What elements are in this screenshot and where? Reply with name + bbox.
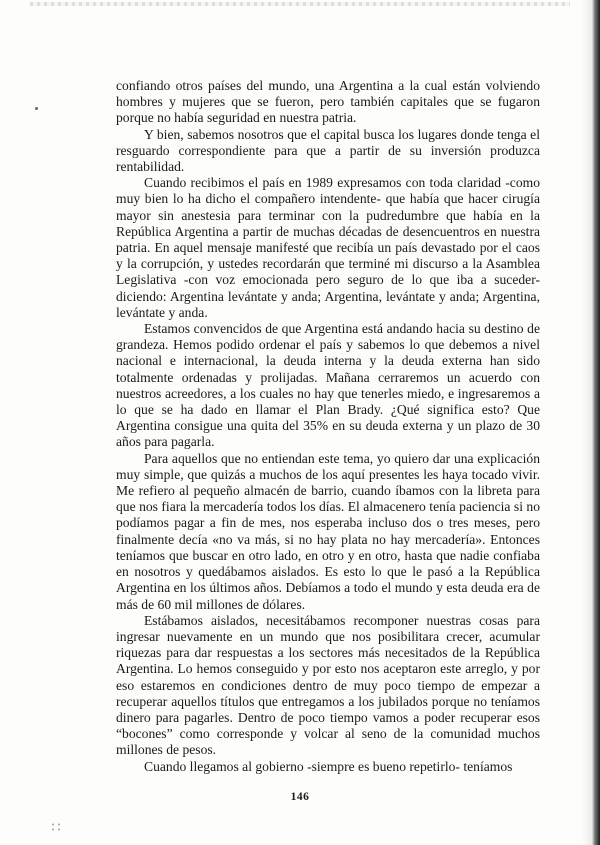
scan-binding-shadow	[582, 0, 592, 845]
paragraph: Y bien, sabemos nosotros que el capital busca los lugares donde tenga el resguardo correspondiente para que a partir de su inversión produzca rentabilidad.	[116, 126, 540, 175]
scan-right-edge	[592, 0, 600, 845]
paragraph: Para aquellos que no entiendan este tema, yo quiero dar una explicación muy simple, que quizás a muchos de los aquí presentes les haya tocado vivir. Me refiero al pequeño almacén de barrio, cuando íbamos con la libreta para que nos fiara la mercadería todos los días. El almacenero tenía paciencia si no podíamos pagar a fin de mes, nos esperaba incluso dos o tres meses, pero finalmente decía «no va más, si no hay plata no hay mercadería». Entonces teníamos que buscar en otro lado, en otro y en otro, hasta que nadie confiaba en nosotros y quedábamos aislados. Es esto lo que le pasó a la República Argentina en los últimos años. Debíamos a todo el mundo y esta deuda era de más de 60 mil millones de dólares.	[116, 450, 540, 612]
paragraph: confiando otros países del mundo, una Argentina a la cual están volviendo hombres y mujeres que se fueron, pero también capitales que se fugaron porque no había seguridad en nuestra patria.	[116, 78, 540, 126]
paragraph: Cuando recibimos el país en 1989 expresamos con toda claridad -como muy bien lo ha dicho el compañero intendente- que había que hacer cirugía mayor sin anestesia para terminar con la pudredumbre que había en la República Argentina a partir de muchas décadas de desencuentros en nuestra patria. En aquel mensaje manifesté que recibía un país devastado por el caos y la corrupción, y ustedes recordarán que terminé mi discurso a la Asamblea Legislativa -con voz emocionada pero seguro de lo que iba a suceder- diciendo: Argentina levántate y anda; Argentina, levántate y anda; Argentina, levántate y anda.	[116, 175, 540, 320]
paragraph: Cuando llegamos al gobierno -siempre es bueno repetirlo- teníamos	[144, 758, 513, 774]
scan-top-edge	[30, 2, 570, 6]
scan-speck	[35, 107, 38, 110]
scan-corner-dots	[50, 822, 62, 832]
body-text	[116, 78, 540, 775]
paragraph: Estamos convencidos de que Argentina está andando hacia su destino de grandeza. Hemos podido ordenar el país y sabemos lo que debemos a nivel nacional e internacional, la deuda interna y la deuda externa han sido totalmente ordenadas y prolijadas. Mañana cerraremos un acuerdo con nuestros acreedores, a los cuales no hay que tenerles miedo, e ingresaremos a lo que se ha dado en llamar el Plan Brady. ¿Qué significa esto? Que Argentina consigue una quita del 35% en su deuda externa y un plazo de 30 años para pagarla.	[116, 321, 540, 450]
paragraph: Estábamos aislados, necesitábamos recomponer nuestras cosas para ingresar nuevamente en un mundo que nos posibilitara crecer, acumular riquezas para dar respuestas a los sectores más necesitados de la República Argentina. Lo hemos conseguido y por esto nos aceptaron este arreglo, y por eso estaremos en condiciones dentro de muy poco tiempo de empezar a recuperar aquellos títulos que entregamos a los jubilados porque no teníamos dinero para pagarles. Dentro de poco tiempo vamos a poder recuperar esos “bocones” como corresponde y volcar al seno de la comunidad muchos millones de pesos.	[116, 612, 540, 758]
page-number: 146	[290, 791, 310, 803]
